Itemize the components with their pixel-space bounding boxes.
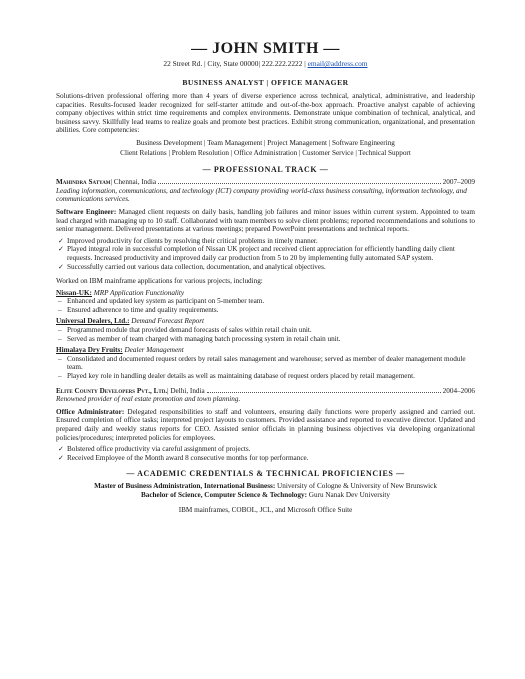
check-icon: ✓ xyxy=(58,236,65,245)
achievement-text: Bolstered office productivity via careful assignment of projects. xyxy=(67,445,251,454)
degree-line xyxy=(56,482,475,491)
achievement-item xyxy=(56,245,475,262)
degree-name: Master of Business Administration, International Business: xyxy=(94,482,276,491)
section-heading-professional-track: — PROFESSIONAL TRACK — xyxy=(202,165,329,175)
check-icon: ✓ xyxy=(58,445,65,454)
summary-paragraph: Solutions-driven professional offering more than 4 years of diverse experience across technical, analytical, administrative, and leadership capacities. Results-focused leader recognized for self-starter attitude and out-of-the-box approach. Proactive analyst capable of achieving company objectives within strict time requirements and complex environments. Demonstrate unique combination of technical, analytical, and business savvy. Skillfully lead teams to realize goals and promote best practices. Exhibit strong communication, organizational, and presentation abilities. Core competencies: xyxy=(56,92,475,135)
role-text: Managed client requests on daily basis, handling job failures and minor issues within current system. Appointed to team lead charged with managing up to 10 staff. Collaborated with team members to solve client problems; reported recommendations and solutions to senior management. Delivered presentations at various meetings; prepared PowerPoint presentations and technical reports. xyxy=(56,207,475,234)
technical-proficiencies: IBM mainframes, COBOL, JCL, and Microsoft Office Suite xyxy=(178,505,353,514)
project-bullet xyxy=(56,297,475,306)
project-description: Dealer Management xyxy=(122,346,184,355)
projects-intro: Worked on IBM mainframe applications for various projects, including: xyxy=(56,277,263,286)
email-link[interactable]: email@address.com xyxy=(307,59,368,68)
school-name: University of Cologne & University of New Brunswick xyxy=(275,482,437,491)
achievement-text: Received Employee of the Month award 8 consecutive months for top performance. xyxy=(67,453,309,462)
competencies-line: Business Development | Team Management | Project Management | Software Engineering xyxy=(136,138,395,147)
achievement-item xyxy=(56,445,475,454)
section-heading-academics: — ACADEMIC CREDENTIALS & TECHNICAL PROFICIENCIES — xyxy=(126,469,405,479)
role-title: Software Engineer: xyxy=(56,207,117,216)
project-bullet-text: Ensured adherence to time and quality requirements. xyxy=(67,305,219,314)
project-bullet xyxy=(56,306,475,315)
project-bullet xyxy=(56,372,475,381)
school-name: Guru Nanak Dev University xyxy=(306,490,391,499)
employer-name: Elite County Developers Pvt., Ltd. xyxy=(56,386,168,395)
dash-icon: – xyxy=(58,354,62,363)
role-title: Office Administrator: xyxy=(56,407,125,416)
employer-row xyxy=(56,178,475,187)
check-icon: ✓ xyxy=(58,245,65,254)
achievement-item xyxy=(56,263,475,272)
project-block xyxy=(56,289,475,315)
employer-location: | Delhi, India xyxy=(167,386,205,395)
dash-icon: – xyxy=(58,372,62,381)
check-icon: ✓ xyxy=(58,453,65,462)
project-bullets xyxy=(56,297,475,314)
achievement-item xyxy=(56,454,475,463)
employer-row xyxy=(56,387,475,396)
dash-icon: – xyxy=(58,326,62,335)
employment-dates: 2007–2009 xyxy=(442,178,475,187)
candidate-name: — JOHN SMITH — xyxy=(191,40,340,57)
role-text: Delegated responsibilities to staff and volunteers, ensuring daily functions were properly assigned and carried out. Ensured completion of office tasks; interpreted project layouts to customers. Provided assistance and reported to executive director. Updated and prepared daily and weekly status reports for CEO. Assisted senior officials in planning business objectives via developing organizational policies/procedures; interpreted policies for employees. xyxy=(56,407,476,442)
project-title: Himalaya Dry Fruits: xyxy=(56,346,123,355)
project-bullet xyxy=(56,335,475,344)
project-description: MRP Application Functionality xyxy=(91,288,185,297)
achievement-text: Successfully carried out various data collection, documentation, and analytical objectives. xyxy=(67,262,326,271)
competencies xyxy=(56,139,475,158)
project-description: Demand Forecast Report xyxy=(129,317,205,326)
achievement-item xyxy=(56,237,475,246)
company-description: Leading information, communications, and technology (ICT) company providing world-class business consulting, information technology, and communications services. xyxy=(56,186,467,204)
achievement-text: Played integral role in successful completion of Nissan UK project and received client appreciation for efficiently handling daily client requests. Increased productivity and improved daily car production from 5 to 20 by implementing fully automated SAP system. xyxy=(67,245,455,262)
contact-line xyxy=(56,59,475,68)
company-description: Renowned provider of real estate promotion and town planning. xyxy=(56,395,241,404)
dot-leader xyxy=(158,183,441,184)
project-bullet-text: Programmed module that provided demand forecasts of sales within retail chain unit. xyxy=(67,326,312,335)
dot-leader xyxy=(207,392,441,393)
employer-location: | Chennai, India xyxy=(110,178,157,187)
project-block xyxy=(56,317,475,343)
competencies-line: Client Relations | Problem Resolution | Office Administration | Customer Service | Technical Support xyxy=(120,148,411,157)
achievement-list xyxy=(56,237,475,271)
degree-line xyxy=(56,491,475,500)
role-paragraph xyxy=(56,208,475,234)
headline: BUSINESS ANALYST | OFFICE MANAGER xyxy=(182,78,349,87)
project-title: Universal Dealers, Ltd.: xyxy=(56,317,130,326)
dash-icon: – xyxy=(58,334,62,343)
project-bullets xyxy=(56,355,475,381)
project-block xyxy=(56,346,475,380)
check-icon: ✓ xyxy=(58,262,65,271)
employer-name: Mahindra Satyam xyxy=(56,178,111,187)
contact-details: 22 Street Rd. | City, State 00000| 222.222.2222 | xyxy=(163,59,308,68)
project-bullets xyxy=(56,326,475,343)
degree-name: Bachelor of Science, Computer Science & Technology: xyxy=(140,490,307,499)
project-bullet-text: Served as member of team charged with managing batch processing system in retail chain unit. xyxy=(67,334,341,343)
dash-icon: – xyxy=(58,297,62,306)
achievement-list xyxy=(56,445,475,462)
project-bullet xyxy=(56,326,475,335)
project-bullet xyxy=(56,355,475,372)
employment-dates: 2004–2006 xyxy=(442,386,475,395)
dash-icon: – xyxy=(58,305,62,314)
project-title: Nissan-UK: xyxy=(56,288,92,297)
project-bullet-text: Played key role in handling dealer details as well as maintaining database of request orders placed by retail management. xyxy=(67,372,415,381)
project-bullet-text: Enhanced and updated key system as participant on 5-member team. xyxy=(67,297,265,306)
role-paragraph xyxy=(56,408,475,442)
education-list xyxy=(56,482,475,499)
achievement-text: Improved productivity for clients by resolving their critical problems in timely manner. xyxy=(67,236,318,245)
project-bullet-text: Consolidated and documented request orders by retail sales management and warehouse; served as member of dealer management module team. xyxy=(67,354,466,372)
